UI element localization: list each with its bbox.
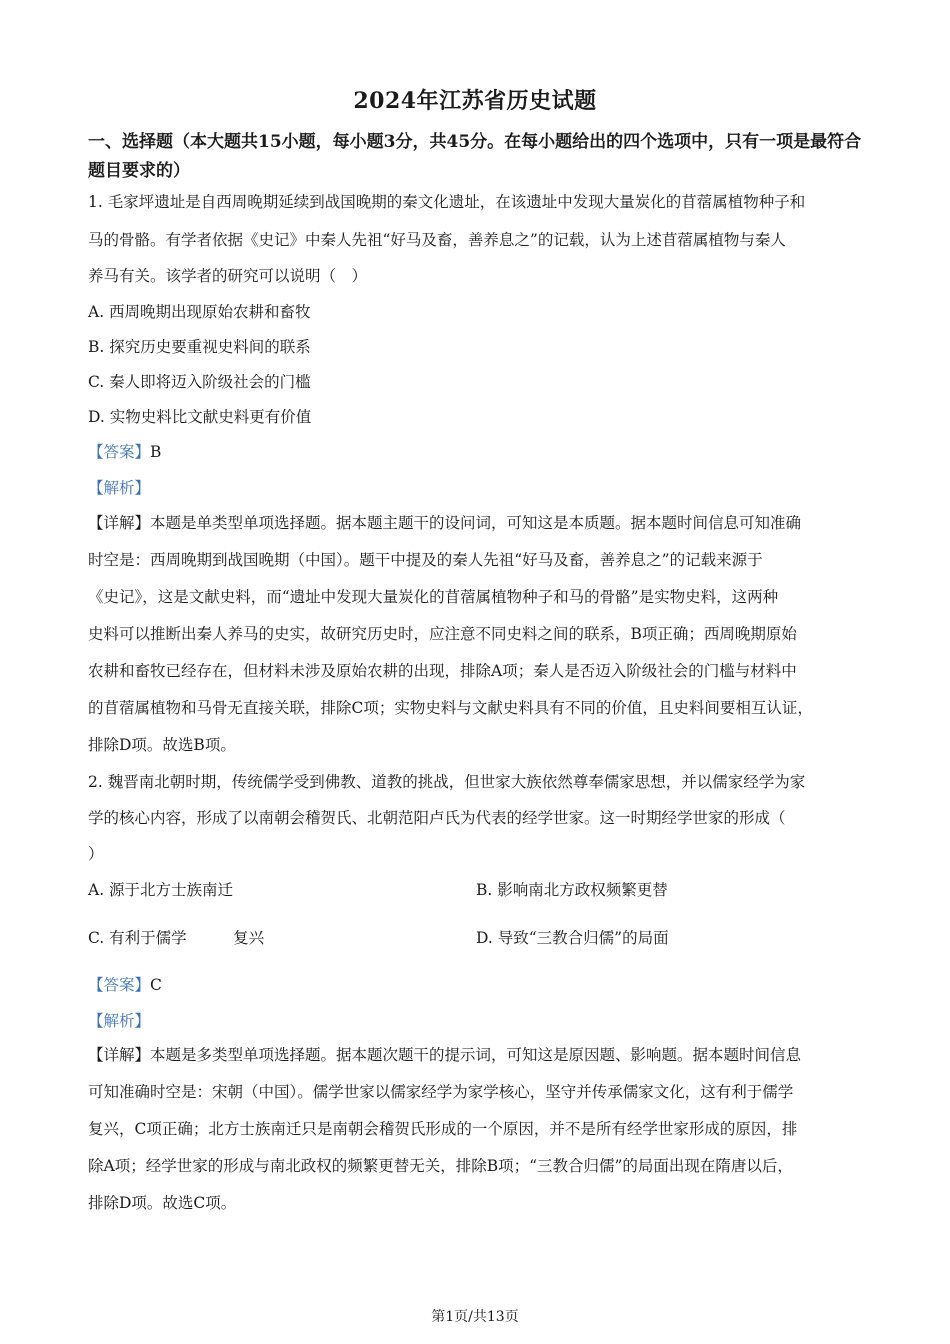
q2-stem-line: 2. 魏晋南北朝时期，传统儒学受到佛教、道教的挑战，但世家大族依然尊奉儒家思想，并以儒家经学为家 (88, 773, 806, 791)
q2-detail-line: 除A项；经学世家的形成与南北政权的频繁更替无关，排除B项；“三教合归儒”的局面出现在隋唐以后， (88, 1157, 793, 1175)
answer-value: B (150, 443, 162, 461)
q2-analysis (88, 1009, 150, 1031)
q1-analysis (88, 476, 150, 498)
q2-option-b: B. 影响南北方政权频繁更替 (476, 881, 668, 899)
q1-option-c: C. 秦人即将迈入阶级社会的门槛 (88, 373, 311, 391)
detail-text: 本题是多类型单项选择题。据本题次题干的提示词，可知这是原因题、影响题。据本题时间信息 (150, 1046, 802, 1064)
answer-value: C (150, 976, 162, 994)
section-heading: 一、选择题（本大题共15小题，每小题3分，共45分。在每小题给出的四个选项中，只有一项是最符合题目要求的） (88, 132, 862, 181)
q2-detail-line (88, 1043, 801, 1065)
q2-stem-line: 学的核心内容，形成了以南朝会稽贺氏、北朝范阳卢氏为代表的经学世家。这一时期经学世家的形成（ (88, 809, 786, 827)
q1-stem-line: 1. 毛家坪遗址是自西周晚期延续到战国晚期的秦文化遗址，在该遗址中发现大量炭化的苜蓿属植物种子和 (88, 193, 806, 211)
q1-detail-line: 史料可以推断出秦人养马的史实，故研究历史时，应注意不同史料之间的联系，B项正确；西周晚期原始 (88, 625, 797, 643)
q2-answer (88, 973, 162, 995)
detail-tag: 【详解】 (88, 514, 151, 532)
page-footer: 第1页/共13页 (431, 1309, 519, 1325)
q2-option-d: D. 导致“三教合归儒”的局面 (476, 929, 669, 947)
page-title: 2024年江苏省历史试题 (353, 88, 597, 114)
q1-option-d: D. 实物史料比文献史料更有价值 (88, 408, 312, 426)
q1-stem-line: 养马有关。该学者的研究可以说明（ ） (88, 267, 368, 285)
q1-option-b: B. 探究历史要重视史料间的联系 (88, 338, 311, 356)
q2-option-a: A. 源于北方士族南迁 (88, 881, 234, 899)
q2-detail-line: 排除D项。故选C项。 (88, 1194, 237, 1212)
q1-answer (88, 440, 161, 462)
q1-detail-line: 时空是：西周晚期到战国晚期（中国）。题干中提及的秦人先祖“好马及畜，善养息之”的记载来源于 (88, 551, 763, 569)
analysis-tag: 【解析】 (88, 1012, 151, 1030)
analysis-tag: 【解析】 (88, 479, 151, 497)
q2-detail-line: 复兴，C项正确；北方士族南迁只是南朝会稽贺氏形成的一个原因，并不是所有经学世家形成的原因，排 (88, 1120, 798, 1138)
q1-detail-line: 《史记》，这是文献史料，而“遗址中发现大量炭化的苜蓿属植物种子和马的骨骼”是实物史料，这两种 (88, 588, 779, 606)
q1-stem-line: 马的骨骼。有学者依据《史记》中秦人先祖“好马及畜，善养息之”的记载，认为上述苜蓿属植物与秦人 (88, 231, 786, 249)
q1-detail-line: 农耕和畜牧已经存在，但材料未涉及原始农耕的出现，排除A项；秦人是否迈入阶级社会的门槛与材料中 (88, 662, 797, 680)
detail-tag: 【详解】 (88, 1046, 151, 1064)
answer-tag: 【答案】 (88, 443, 151, 461)
q1-option-a: A. 西周晚期出现原始农耕和畜牧 (88, 303, 311, 321)
q2-stem-line: ） (88, 845, 104, 863)
detail-text: 本题是单类型单项选择题。据本题主题干的设问词，可知这是本质题。据本题时间信息可知准确 (150, 514, 802, 532)
q2-detail-line: 可知准确时空是：宋朝（中国）。儒学世家以儒家经学为家学核心，坚守并传承儒家文化，这有利于儒学 (88, 1083, 794, 1101)
q2-option-c: C. 有利于儒学 复兴 (88, 929, 265, 947)
answer-tag: 【答案】 (88, 976, 151, 994)
q1-detail-line (88, 511, 801, 533)
q1-detail-line: 的苜蓿属植物和马骨无直接关联，排除C项；实物史料与文献史料具有不同的价值，且史料间要相互认证， (88, 699, 813, 717)
q1-detail-line: 排除D项。故选B项。 (88, 736, 236, 754)
